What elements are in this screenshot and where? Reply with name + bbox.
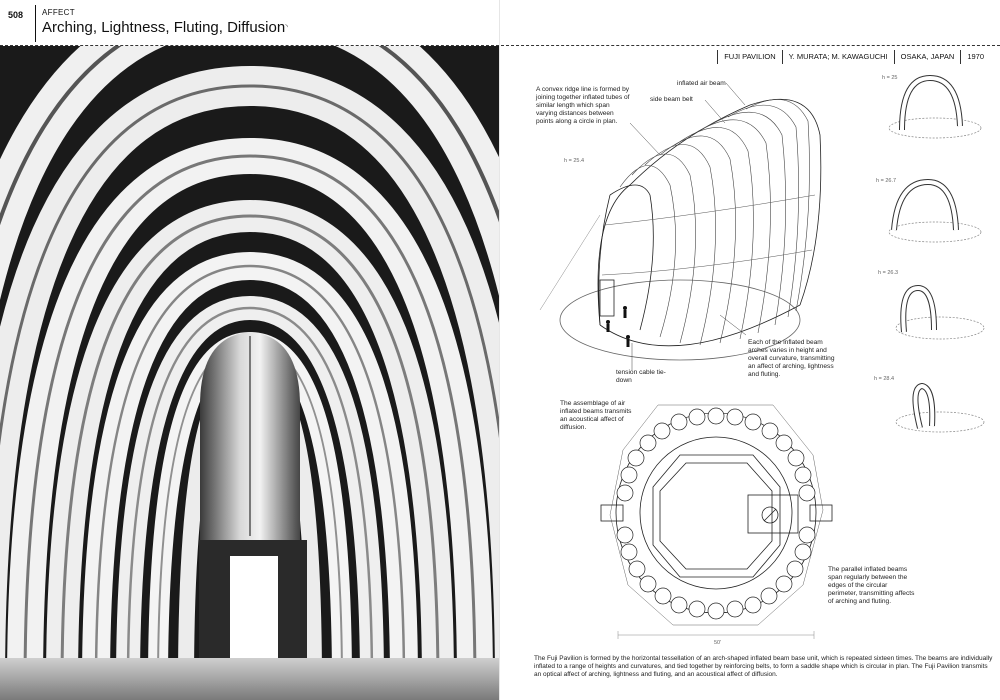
left-page-title [42,19,288,37]
rss-icon: ◝ [285,24,288,31]
annotation-side-beam-belt: side beam belt [650,96,693,103]
annotation-inflated-air-beam: inflated air beam [677,80,726,87]
height-label-3: h = 26.3 [878,270,899,276]
annotation-arches-vary: Each of the inflated beam arches varies in height and overall curvature, transmitting an affect of arching, lightness and fluting. [748,339,835,378]
dimension-label: 50' [714,640,722,646]
meta-year: 1970 [967,52,984,61]
left-section-label: AFFECT [42,8,75,17]
height-label-2: h = 26.7 [876,178,897,184]
annotation-assemblage: The assemblage of air inflated beams transmits an acoustical affect of diffusion. [560,400,632,431]
arch-elevation-diagrams [880,70,990,450]
left-page-title-text: Arching, Lightness, Fluting, Diffusion [42,19,286,36]
right-page [500,0,1000,700]
project-meta-bar [717,47,990,67]
left-page-number: 508 [8,10,24,20]
height-label-1: h = 25 [882,75,898,81]
meta-location: OSAKA, JAPAN [900,52,955,61]
height-label-main: h = 25.4 [564,158,585,164]
annotation-ridge-line: A convex ridge line is formed by joining together inflated tubes of similar length which span varying distances between points along a circle in plan. [536,86,630,125]
annotation-tension-cable: tension cable tie-down [616,369,666,384]
annotation-parallel-beams: The parallel inflated beams span regularly between the edges of the circular perimeter, transmitting affects of arching and fluting. [828,566,915,605]
meta-project: FUJI PAVILION [724,52,776,61]
header-divider [35,5,36,42]
pavilion-plan-drawing [598,395,838,645]
figure-caption: The Fuji Pavilion is formed by the horizontal tessellation of an arch-shaped inflated beam base unit, which is repeated sixteen times. The beams are individually inflated to a range of heights and curvatures, and tied together by reinforcing belts, to form a saddle shape which is circular in plan. The Fuji Pavilion transmits an optical affect of arching, lightness and fluting, and an acoustical affect of diffusion. [534,655,993,679]
meta-architects: Y. MURATA; M. KAWAGUCHI [788,52,888,61]
right-header-rule [501,45,1000,46]
pavilion-interior-photo [0,46,499,700]
height-label-4: h = 28.4 [874,376,895,382]
